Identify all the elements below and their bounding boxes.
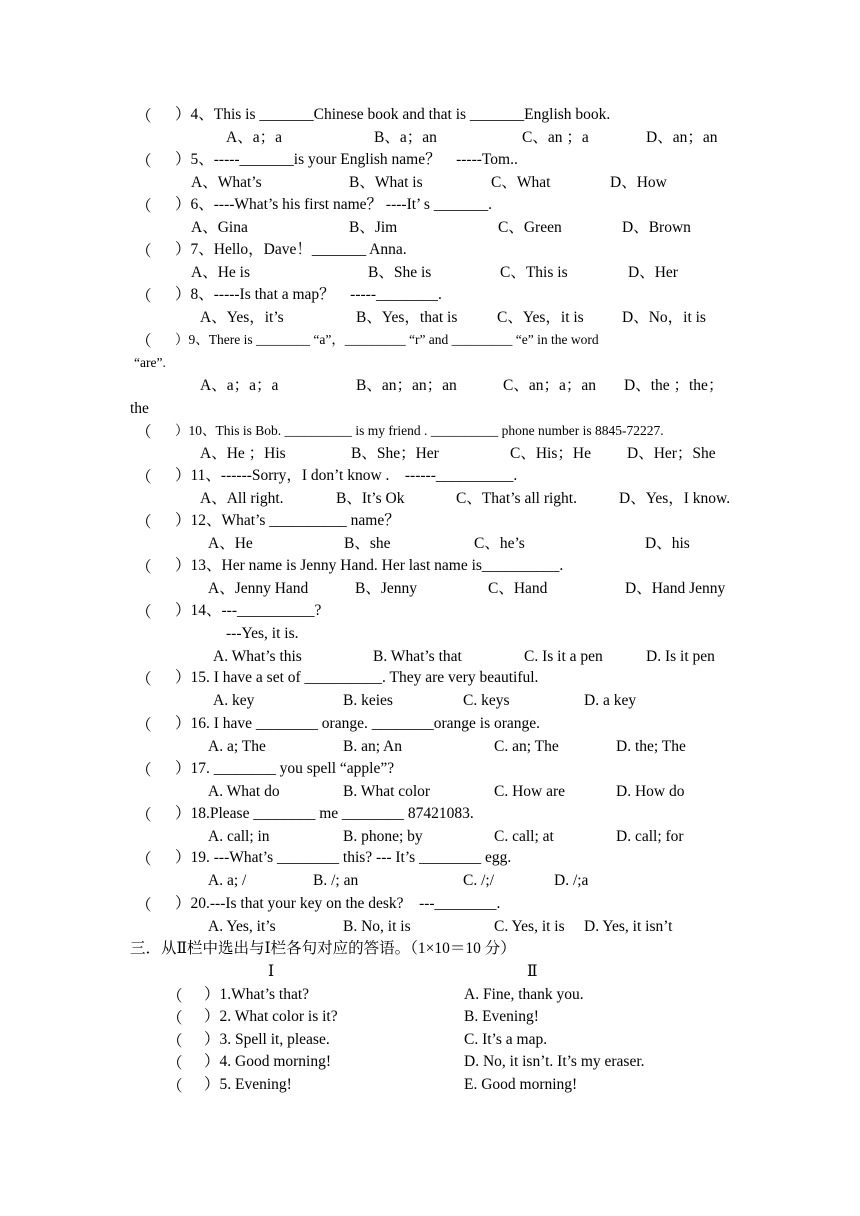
- answer-option: B. No, it is: [343, 918, 411, 935]
- column-header-1: Ⅰ: [268, 963, 275, 980]
- question-stem: ）20.---Is that your key on the desk? ---________.: [175, 895, 501, 912]
- answer-paren-open: （: [136, 153, 152, 170]
- matching-question: ）5. Evening!: [204, 1076, 292, 1093]
- question-stem-continuation: ---Yes, it is.: [226, 625, 299, 642]
- answer-paren-open: （: [167, 1010, 183, 1027]
- answer-option: A. a; /: [208, 872, 247, 889]
- answer-option: D、the ；the；: [624, 377, 724, 394]
- question-stem: ）13、Her name is Jenny Hand. Her last name is__________.: [175, 557, 564, 574]
- question-stem: ）16. I have ________ orange. ________orange is orange.: [175, 715, 541, 732]
- answer-option: D、Her；She: [627, 445, 716, 462]
- answer-option: C. Yes, it is: [494, 918, 565, 935]
- answer-option: C. Is it a pen: [524, 648, 603, 665]
- answer-option-continuation: the: [130, 400, 149, 417]
- answer-option: D. the; The: [616, 738, 686, 755]
- answer-option: B、an；an；an: [356, 377, 457, 394]
- answer-option: D、Her: [628, 264, 678, 281]
- matching-answer: D. No, it isn’t. It’s my eraser.: [464, 1053, 645, 1070]
- question-stem: ）14、---__________?: [175, 602, 322, 619]
- matching-answer: C. It’s a map.: [464, 1031, 548, 1048]
- answer-option: B. phone; by: [343, 828, 423, 845]
- question-stem: ）11、------Sorry，I don’t know . ------__________.: [175, 467, 518, 484]
- answer-option: A、He ；His: [200, 445, 286, 462]
- answer-option: C、That’s all right.: [456, 490, 577, 507]
- answer-option: C. keys: [463, 692, 510, 709]
- answer-paren-open: （: [136, 333, 152, 350]
- answer-paren-open: （: [136, 198, 152, 215]
- question-stem: ）19. ---What’s ________ this? --- It’s ________ egg.: [175, 849, 512, 866]
- answer-option: D、an；an: [646, 129, 718, 146]
- answer-option: C、This is: [500, 264, 568, 281]
- answer-option: C、What: [491, 174, 551, 191]
- answer-option: D. /;a: [554, 872, 589, 889]
- answer-option: D、his: [645, 535, 690, 552]
- answer-option: A. What’s this: [213, 648, 302, 665]
- answer-option: A、Gina: [191, 219, 248, 236]
- answer-option: B、She；Her: [351, 445, 439, 462]
- answer-option: B、She is: [368, 264, 432, 281]
- answer-option: A、He: [208, 535, 253, 552]
- answer-option: D. Yes, it isn’t: [584, 918, 673, 935]
- answer-paren-open: （: [136, 851, 152, 868]
- answer-option: D、How: [610, 174, 667, 191]
- answer-option: B、What is: [349, 174, 423, 191]
- answer-option: B、she: [344, 535, 391, 552]
- answer-option: B. /; an: [313, 872, 359, 889]
- answer-option: B、Yes，that is: [356, 309, 458, 326]
- question-stem: ）8、-----Is that a map？ -----________.: [175, 286, 442, 303]
- matching-question: ）1.What’s that?: [204, 986, 310, 1003]
- matching-answer: E. Good morning!: [464, 1076, 578, 1093]
- answer-paren-open: （: [136, 559, 152, 576]
- answer-option: D、No，it is: [622, 309, 706, 326]
- answer-option: B. What color: [343, 783, 431, 800]
- question-stem: ）4、This is _______Chinese book and that is _______English book.: [175, 106, 611, 123]
- question-stem: ）5、-----_______is your English name？ -----Tom..: [175, 151, 518, 168]
- answer-option: C、Hand: [488, 580, 548, 597]
- answer-option: A. a; The: [208, 738, 266, 755]
- answer-option: C. call; at: [494, 828, 554, 845]
- answer-option: A、He is: [191, 264, 250, 281]
- answer-option: D、Brown: [622, 219, 691, 236]
- answer-option: A. key: [213, 692, 255, 709]
- answer-paren-open: （: [167, 988, 183, 1005]
- answer-paren-open: （: [136, 108, 152, 125]
- answer-option: A、What’s: [191, 174, 262, 191]
- answer-option: D. call; for: [616, 828, 684, 845]
- answer-option: A、a；a；a: [200, 377, 279, 394]
- answer-paren-open: （: [167, 1078, 183, 1095]
- answer-option: B. keies: [343, 692, 393, 709]
- answer-option: C. an; The: [494, 738, 559, 755]
- matching-question: ）4. Good morning!: [204, 1053, 332, 1070]
- answer-option: B. What’s that: [373, 648, 462, 665]
- answer-paren-open: （: [136, 762, 152, 779]
- answer-option: B、Jim: [349, 219, 398, 236]
- answer-paren-open: （: [136, 424, 152, 441]
- answer-option: A、Yes，it’s: [200, 309, 284, 326]
- matching-question: ）2. What color is it?: [204, 1008, 338, 1025]
- answer-paren-open: （: [136, 514, 152, 531]
- answer-option: C. How are: [494, 783, 566, 800]
- answer-paren-open: （: [136, 288, 152, 305]
- answer-option: A. Yes, it’s: [208, 918, 276, 935]
- answer-option: B、a；an: [374, 129, 437, 146]
- answer-option: D. How do: [616, 783, 685, 800]
- question-stem: ）18.Please ________ me ________ 87421083.: [175, 805, 474, 822]
- column-header-2: Ⅱ: [527, 963, 538, 980]
- answer-option: C、an ；a: [522, 129, 589, 146]
- question-stem-continuation: “are”.: [134, 355, 166, 370]
- answer-option: C、His；He: [510, 445, 591, 462]
- question-stem: ）17. ________ you spell “apple”?: [175, 760, 395, 777]
- answer-option: B、It’s Ok: [336, 490, 405, 507]
- answer-paren-open: （: [136, 897, 152, 914]
- answer-paren-open: （: [136, 469, 152, 486]
- matching-question: ）3. Spell it, please.: [204, 1031, 330, 1048]
- answer-option: A、All right.: [200, 490, 284, 507]
- answer-option: D. Is it pen: [646, 648, 715, 665]
- question-stem: ）9、There is ________ “a”，_________ “r” and _________ “e” in the word: [175, 332, 599, 347]
- answer-option: A、a；a: [226, 129, 282, 146]
- question-stem: ）12、What’s __________ name？: [175, 512, 400, 529]
- question-stem: ）6、----What’s his first name？ ----It’ s _______.: [175, 196, 492, 213]
- answer-paren-open: （: [136, 243, 152, 260]
- answer-option: D、Hand Jenny: [625, 580, 726, 597]
- answer-option: A. What do: [208, 783, 280, 800]
- answer-paren-open: （: [136, 671, 152, 688]
- matching-answer: A. Fine, thank you.: [464, 986, 584, 1003]
- answer-option: A、Jenny Hand: [208, 580, 309, 597]
- answer-paren-open: （: [136, 717, 152, 734]
- question-stem: ）15. I have a set of __________. They are very beautiful.: [175, 669, 539, 686]
- answer-option: D. a key: [584, 692, 637, 709]
- matching-answer: B. Evening!: [464, 1008, 539, 1025]
- answer-paren-open: （: [136, 807, 152, 824]
- question-stem: ）10、This is Bob. __________ is my friend . __________ phone number is 8845-72227.: [175, 423, 664, 438]
- answer-option: C、Yes，it is: [497, 309, 584, 326]
- section-title: 三．从Ⅱ栏中选出与Ⅰ栏各句对应的答语。（1×10＝10 分）: [130, 940, 516, 957]
- answer-option: B. an; An: [343, 738, 402, 755]
- answer-option: C、Green: [498, 219, 562, 236]
- answer-option: A. call; in: [208, 828, 270, 845]
- answer-option: D、Yes，I know.: [619, 490, 731, 507]
- answer-option: C. /;/: [463, 872, 495, 889]
- question-stem: ）7、Hello，Dave！_______ Anna.: [175, 241, 407, 258]
- answer-option: C、an；a；an: [503, 377, 596, 394]
- answer-option: C、he’s: [474, 535, 525, 552]
- answer-paren-open: （: [136, 604, 152, 621]
- answer-paren-open: （: [167, 1055, 183, 1072]
- answer-option: B、Jenny: [355, 580, 418, 597]
- answer-paren-open: （: [167, 1033, 183, 1050]
